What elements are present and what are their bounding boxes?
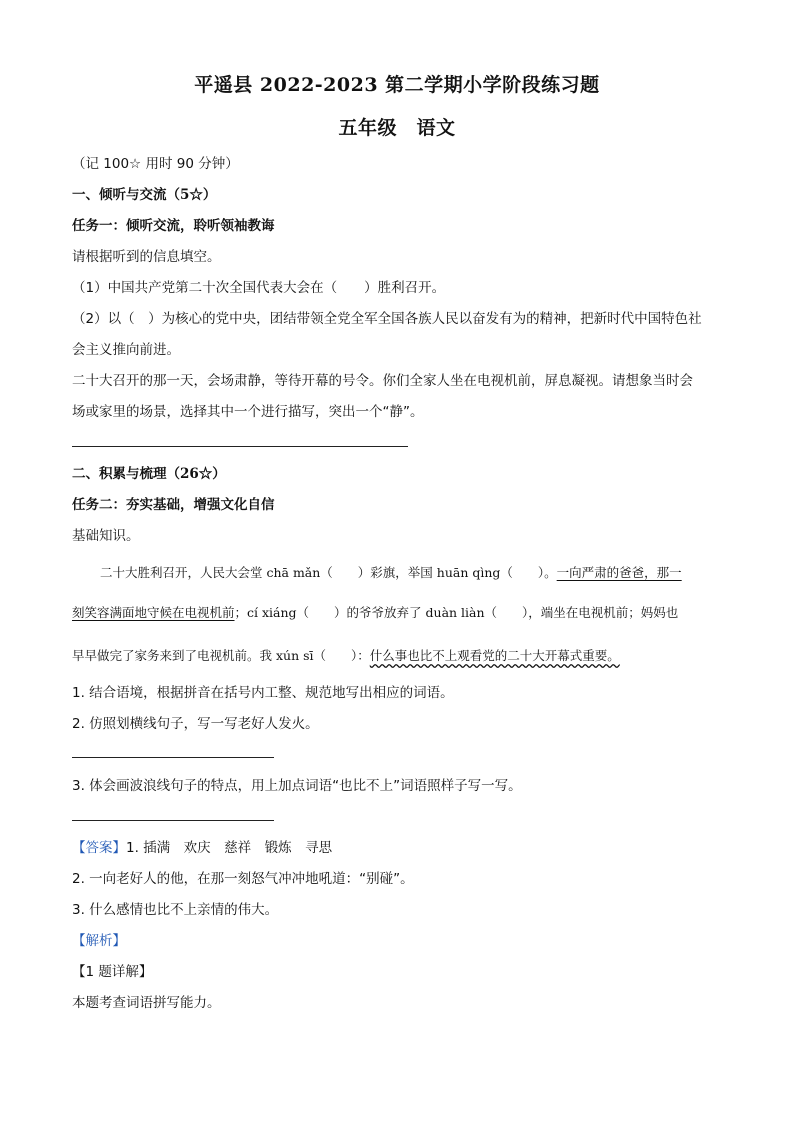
question-1-1: （1）中国共产党第二十次全国代表大会在（ ）胜利召开。 (72, 280, 446, 296)
section-2-heading: 二、积累与梳理（26☆） (72, 466, 226, 482)
answer-2: 2. 一向老好人的他，在那一刻怒气冲冲地吼道：“别碰”。 (72, 871, 414, 887)
analysis-label: 【解析】 (72, 933, 126, 949)
question-2-2: 2. 仿照划横线句子，写一写老好人发火。 (72, 716, 319, 732)
passage-line-2 (72, 603, 678, 621)
task-2-instruction: 基础知识。 (72, 528, 140, 544)
answer-1: 1. 插满 欢庆 慈祥 锻炼 寻思 (126, 840, 333, 856)
question-1-2-line-1: （2）以（ ）为核心的党中央，团结带领全党全军全国各族人民以奋发有为的精神，把新时代中国特色社 (72, 311, 702, 327)
task-1-heading: 任务一：倾听交流，聆听领袖教诲 (72, 218, 275, 234)
section-1-heading: 一、倾听与交流（5☆） (72, 187, 217, 203)
task-2-heading: 任务二：夯实基础，增强文化自信 (72, 497, 275, 513)
question-1-3-line-2: 场或家里的场景，选择其中一个进行描写，突出一个“静”。 (72, 404, 424, 420)
analysis-text: 本题考查词语拼写能力。 (72, 995, 221, 1011)
exam-title: 平遥县 2022-2023 第二学期小学阶段练习题 (194, 74, 600, 96)
passage-text: ；cí xiáng（ ）的爷爷放弃了 duàn liàn（ ），端坐在电视机前；妈妈也 (234, 605, 679, 620)
answer-line-2 (72, 757, 274, 758)
exam-meta: （记 100☆ 用时 90 分钟） (72, 156, 239, 172)
answer-line-3 (72, 820, 274, 821)
analysis-sub-label: 【1 题详解】 (72, 964, 153, 980)
question-1-2-line-2: 会主义推向前进。 (72, 342, 180, 358)
passage-text: 早早做完了家务来到了电视机前。我 xún sī（ ）： (72, 648, 370, 663)
answer-label: 【答案】 (72, 840, 126, 856)
passage-text: 二十大胜利召开，人民大会堂 chā mǎn（ ）彩旗，举国 huān qìng（ ）。 (100, 565, 557, 580)
answer-line-1 (72, 446, 408, 447)
passage-line-1 (100, 563, 682, 581)
task-1-instruction: 请根据听到的信息填空。 (72, 249, 221, 265)
passage-line-3 (72, 646, 620, 664)
answer-line-a1 (72, 836, 332, 856)
underlined-sentence-part-1: 一向严肃的爸爸，那一 (556, 565, 682, 580)
wavy-underlined-sentence: 什么事也比不上观看党的二十大开幕式重要。 (369, 648, 620, 663)
underlined-sentence-part-2: 刻笑容满面地守候在电视机前 (72, 605, 235, 620)
answer-3: 3. 什么感情也比不上亲情的伟大。 (72, 902, 279, 918)
question-1-3-line-1: 二十大召开的那一天，会场肃静，等待开幕的号令。你们全家人坐在电视机前，屏息凝视。请想象当时会 (72, 373, 693, 389)
exam-subtitle: 五年级 语文 (338, 117, 456, 139)
question-2-3: 3. 体会画波浪线句子的特点，用上加点词语“也比不上”词语照样子写一写。 (72, 778, 522, 794)
question-2-1: 1. 结合语境，根据拼音在括号内工整、规范地写出相应的词语。 (72, 685, 454, 701)
